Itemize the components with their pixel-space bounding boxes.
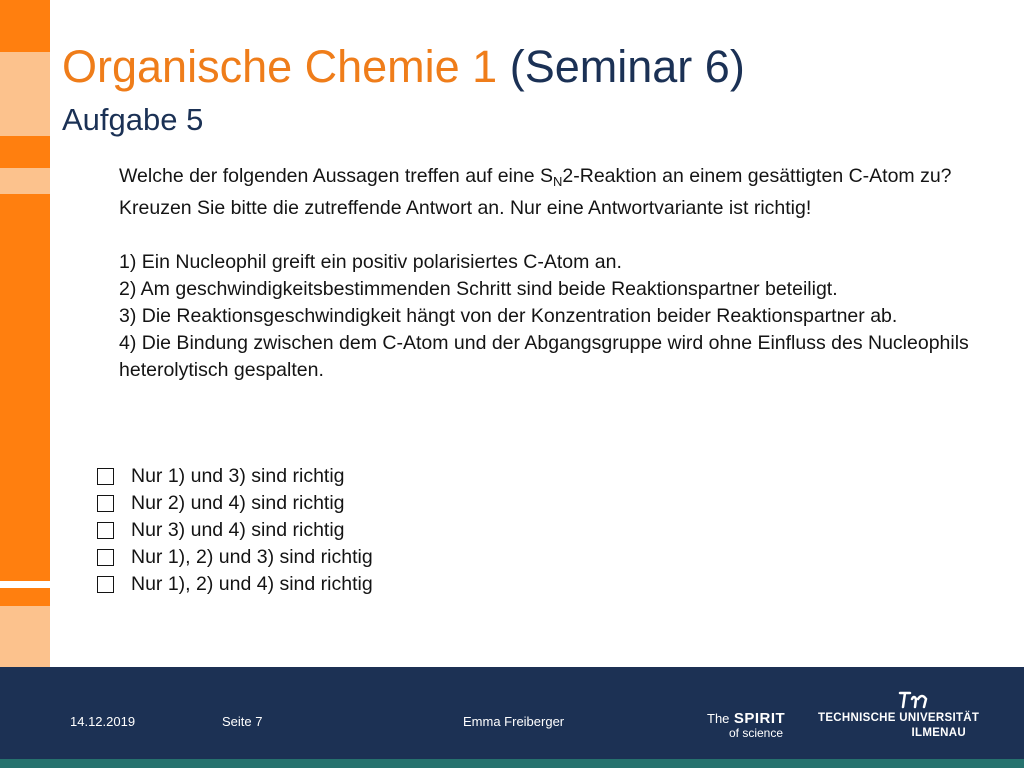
spirit-word: SPIRIT	[733, 710, 786, 727]
checkbox-icon[interactable]	[97, 468, 114, 485]
tu-line-1: TECHNISCHE UNIVERSITÄT	[818, 712, 980, 724]
side-stripe-light	[0, 606, 50, 667]
statement-4: 4) Die Bindung zwischen dem C-Atom und der Abgangsgruppe wird ohne Einfluss des Nucleophils heterolytisch gespalten.	[119, 332, 969, 381]
option-label: Nur 1) und 3) sind richtig	[131, 465, 345, 487]
slide-subtitle: Aufgabe 5	[62, 102, 204, 137]
footer-date: 14.12.2019	[70, 714, 136, 729]
side-stripe-light	[0, 52, 50, 136]
footer-bar	[0, 667, 1024, 768]
side-stripe-white	[0, 581, 50, 588]
spirit-sub: of science	[729, 726, 784, 740]
intro-text-b: 2-Reaktion an einem gesättigten C-Atom zu? Kreuzen Sie bitte die zutreffende Antwort an. Nur eine Antwortvariante ist richtig!	[119, 165, 952, 219]
option-3[interactable]	[97, 517, 373, 544]
spirit-the: The	[707, 711, 730, 726]
footer-teal-strip	[0, 759, 1024, 768]
title-seminar: (Seminar 6)	[509, 41, 745, 92]
statement-1: 1) Ein Nucleophil greift ein positiv polarisiertes C-Atom an.	[119, 251, 622, 273]
tu-ilmenau-wordmark	[818, 711, 980, 741]
checkbox-icon[interactable]	[97, 522, 114, 539]
answer-options	[97, 463, 373, 598]
question-intro	[119, 163, 979, 222]
checkbox-icon[interactable]	[97, 549, 114, 566]
checkbox-icon[interactable]	[97, 576, 114, 593]
option-label: Nur 2) und 4) sind richtig	[131, 492, 345, 514]
statement-3: 3) Die Reaktionsgeschwindigkeit hängt von der Konzentration beider Reaktionspartner ab.	[119, 305, 898, 327]
option-label: Nur 1), 2) und 4) sind richtig	[131, 573, 373, 595]
spirit-of-science-logo	[707, 711, 785, 741]
title-main: Organische Chemie 1	[62, 41, 498, 92]
footer-page: Seite 7	[222, 714, 263, 729]
intro-text-a: Welche der folgenden Aussagen treffen auf eine S	[119, 165, 554, 187]
checkbox-icon[interactable]	[97, 495, 114, 512]
option-2[interactable]	[97, 490, 373, 517]
slide-title	[62, 40, 745, 94]
option-1[interactable]	[97, 463, 373, 490]
intro-subscript: N	[553, 174, 563, 189]
option-5[interactable]	[97, 571, 373, 598]
option-4[interactable]	[97, 544, 373, 571]
tu-ilmenau-logo-icon	[896, 689, 936, 711]
option-label: Nur 3) und 4) sind richtig	[131, 519, 345, 541]
option-label: Nur 1), 2) und 3) sind richtig	[131, 546, 373, 568]
footer-author: Emma Freiberger	[463, 714, 565, 729]
side-stripe-light	[0, 168, 50, 194]
statement-2: 2) Am geschwindigkeitsbestimmenden Schritt sind beide Reaktionspartner beteiligt.	[119, 278, 838, 300]
tu-line-2: ILMENAU	[911, 727, 966, 739]
question-block	[119, 163, 979, 384]
